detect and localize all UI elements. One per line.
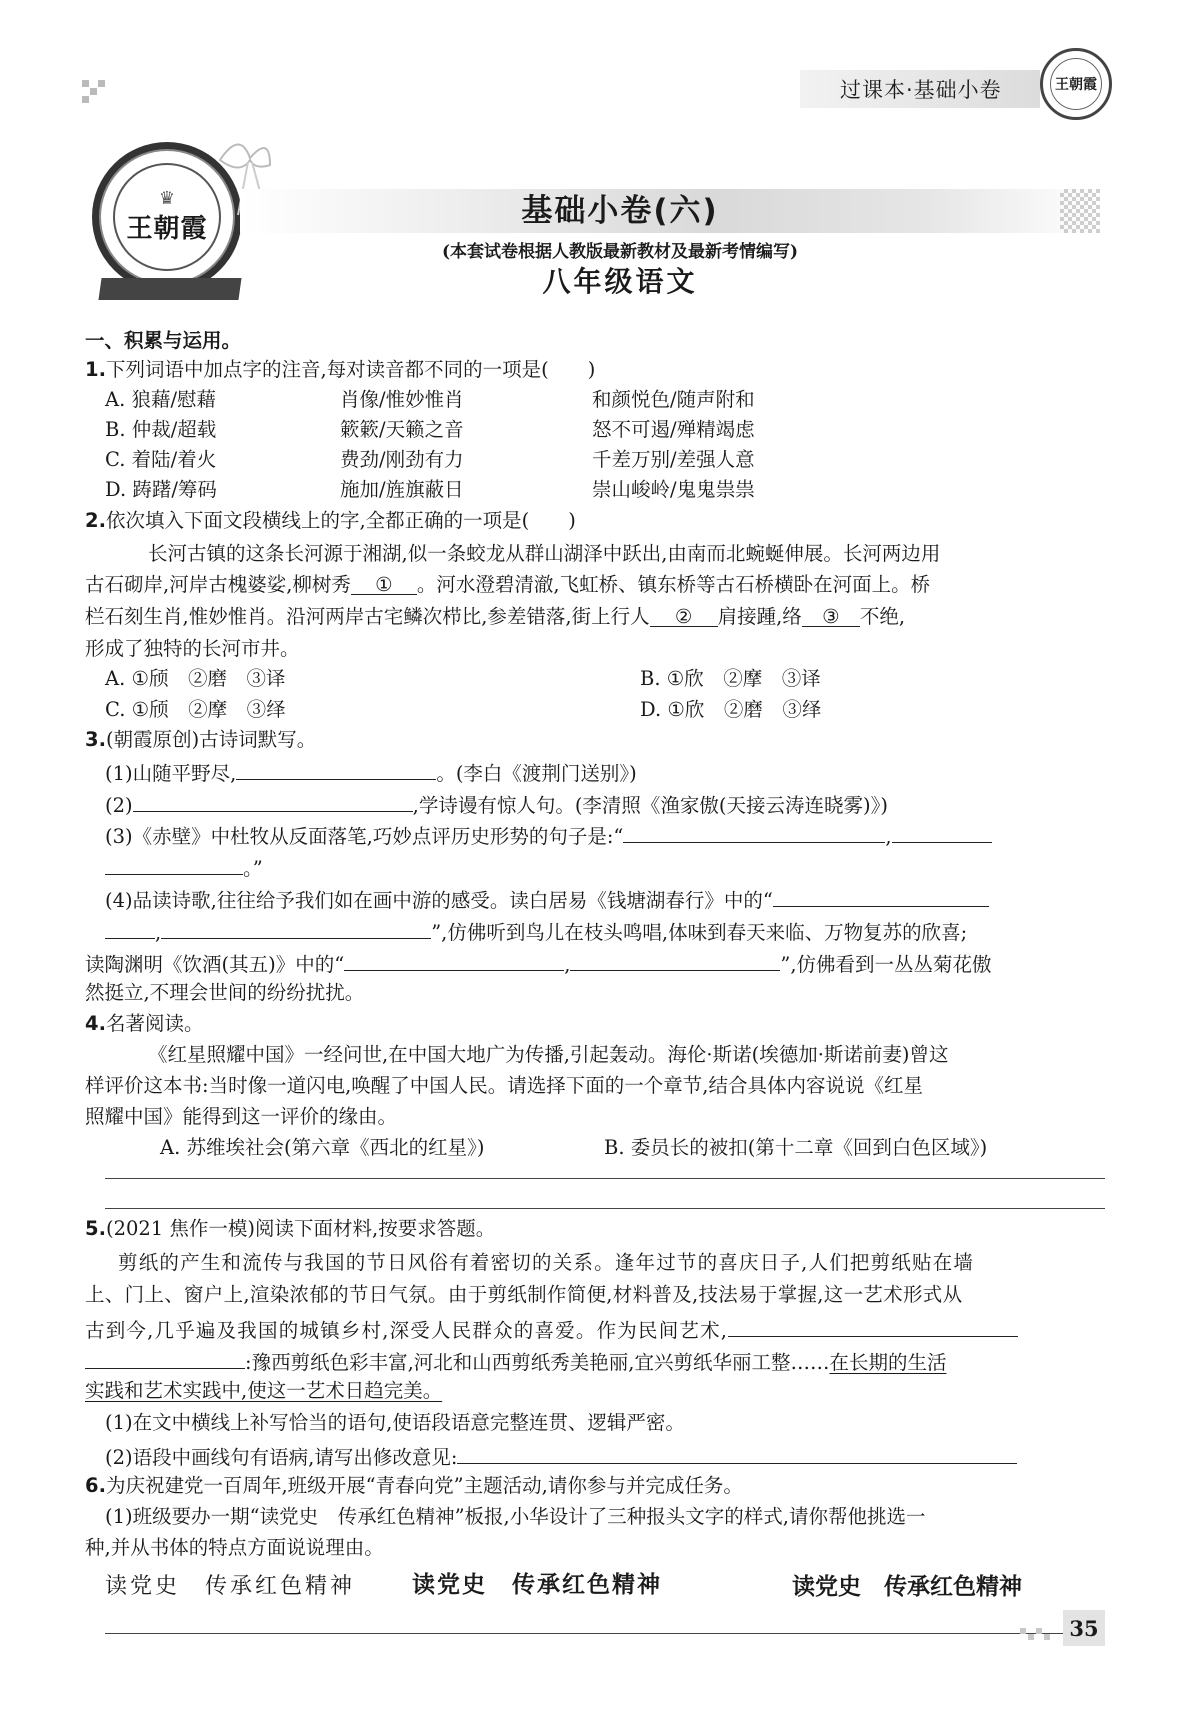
q1-option-b-3: 怒不可遏/殚精竭虑 bbox=[592, 418, 755, 441]
question-number: 4. bbox=[85, 1012, 106, 1035]
q3-line-1 bbox=[105, 757, 637, 787]
q1-option-b-1: B. 仲裁/超载 bbox=[105, 418, 217, 441]
q2-option-c: C. ①颀 ②摩 ③绎 bbox=[105, 698, 286, 721]
q3-line-4c bbox=[85, 948, 992, 978]
question-3-stem bbox=[85, 727, 316, 753]
passage-text: 栏石刻生肖,惟妙惟肖。沿河两岸古宅鳞次栉比,参差错落,街上行人 bbox=[85, 605, 650, 628]
passage-text: 不绝, bbox=[859, 605, 906, 628]
question-1-stem bbox=[85, 357, 595, 383]
blank-3[interactable]: ③ bbox=[802, 604, 860, 627]
q2-option-d: D. ①欣 ②磨 ③绎 bbox=[640, 698, 822, 721]
question-number: 6. bbox=[85, 1474, 106, 1497]
q1-option-a-2: 肖像/惟妙惟肖 bbox=[340, 388, 464, 411]
underlined-sentence: 在长期的生活 bbox=[829, 1351, 947, 1374]
answer-line[interactable] bbox=[105, 1178, 1105, 1179]
corner-brand-name: 王朝霞 bbox=[1055, 77, 1097, 93]
seal-brand-name: 王朝霞 bbox=[126, 213, 208, 244]
q3-text: ”,仿佛听到鸟儿在枝头鸣唱,体味到春天来临、万物复苏的欣喜; bbox=[431, 921, 968, 944]
passage-text: 古到今,几乎遍及我国的城镇乡村,深受人民群众的喜爱。作为民间艺术, bbox=[85, 1319, 729, 1342]
crown-icon: ♛ bbox=[158, 187, 176, 209]
q3-text: (2) bbox=[105, 794, 133, 817]
answer-blank[interactable] bbox=[344, 948, 564, 971]
page-title: 基础小卷(六) bbox=[521, 193, 719, 229]
underlined-sentence: 实践和艺术实践中,使这一艺术日趋完美。 bbox=[85, 1379, 443, 1402]
q6-subquestion-1-cont: 种,并从书体的特点方面说说理由。 bbox=[85, 1536, 384, 1559]
blank-1[interactable]: ① bbox=[351, 572, 417, 595]
question-number: 3. bbox=[85, 728, 106, 751]
question-2-stem bbox=[85, 508, 576, 534]
seal-ribbon bbox=[98, 278, 241, 300]
q2-option-a: A. ①颀 ②磨 ③译 bbox=[105, 667, 286, 690]
q4-option-b: B. 委员长的被扣(第十二章《回到白色区域》) bbox=[604, 1136, 988, 1159]
question-text: (朝霞原创)古诗词默写。 bbox=[105, 728, 317, 751]
q5-passage-line bbox=[85, 1346, 946, 1376]
q3-text: ,学诗谩有惊人句。(李清照《渔家傲(天接云涛连晓雾)》) bbox=[412, 794, 889, 817]
q3-line-3 bbox=[105, 820, 992, 850]
answer-blank[interactable] bbox=[623, 820, 885, 843]
q3-text: ”,仿佛看到一丛丛菊花傲 bbox=[780, 953, 992, 976]
q3-text: 。” bbox=[243, 857, 263, 880]
style-sample-1: 读党史 传承红色精神 bbox=[105, 1574, 356, 1599]
q1-option-a-3: 和颜悦色/随声附和 bbox=[592, 388, 755, 411]
q1-option-d-3: 崇山峻岭/鬼鬼祟祟 bbox=[592, 478, 755, 501]
subject-title: 八年级语文 bbox=[542, 265, 698, 298]
passage-text: 古石砌岸,河岸古槐婆娑,柳树秀 bbox=[85, 573, 351, 596]
q4-option-a: A. 苏维埃社会(第六章《西北的红星》) bbox=[160, 1136, 485, 1159]
q2-option-b: B. ①欣 ②摩 ③译 bbox=[640, 667, 821, 690]
answer-blank[interactable] bbox=[105, 916, 155, 939]
question-text: 依次填入下面文段横线上的字,全都正确的一项是( ) bbox=[105, 509, 576, 532]
section-heading: 一、积累与运用。 bbox=[85, 329, 242, 352]
q3-text: , bbox=[564, 953, 571, 976]
q5-text: (2)语段中画线句有语病,请写出修改意见: bbox=[105, 1446, 458, 1469]
question-text: (2021 焦作一模)阅读下面材料,按要求答题。 bbox=[105, 1217, 496, 1240]
question-text: 名著阅读。 bbox=[105, 1012, 204, 1035]
q3-text: (3)《赤壁》中杜牧从反面落笔,巧妙点评历史形势的句子是:“ bbox=[105, 825, 624, 848]
page-number: 35 bbox=[1063, 1610, 1105, 1646]
q6-subquestion-1: (1)班级要办一期“读党史 传承红色精神”板报,小华设计了三种报头文字的样式,请你帮他挑选一 bbox=[105, 1505, 926, 1528]
question-6-stem bbox=[85, 1473, 743, 1499]
q3-text: (1)山随平野尽, bbox=[105, 762, 237, 785]
q3-line-3b bbox=[105, 852, 263, 882]
q3-line-2 bbox=[105, 789, 888, 819]
q3-text: , bbox=[155, 921, 162, 944]
corner-brand-logo bbox=[1040, 48, 1112, 120]
question-number: 5. bbox=[85, 1217, 106, 1240]
passage-text: 肩接踵,络 bbox=[717, 605, 802, 628]
passage-text: :豫西剪纸色彩丰富,河北和山西剪纸秀美艳丽,宜兴剪纸华丽工整…… bbox=[245, 1351, 830, 1374]
q2-passage-line: 形成了独特的长河市井。 bbox=[85, 637, 300, 660]
question-number: 2. bbox=[85, 509, 106, 532]
q3-line-4 bbox=[105, 884, 989, 914]
q1-option-b-2: 簌簌/天籁之音 bbox=[340, 418, 464, 441]
q3-line-4d: 然挺立,不理会世间的纷纷扰扰。 bbox=[85, 981, 365, 1004]
q3-line-4b bbox=[105, 916, 967, 946]
question-text: 为庆祝建党一百周年,班级开展“青春向党”主题活动,请你参与并完成任务。 bbox=[105, 1474, 743, 1497]
q3-text: (4)品读诗歌,往往给予我们如在画中游的感受。读白居易《钱塘湖春行》中的“ bbox=[105, 889, 773, 912]
q5-subquestion-2 bbox=[105, 1441, 1017, 1471]
style-sample-2: 读党史 传承红色精神 bbox=[412, 1572, 662, 1598]
q3-text: , bbox=[885, 825, 892, 848]
answer-line[interactable] bbox=[105, 1633, 1103, 1634]
title-note: (本套试卷根据人教版最新教材及最新考情编写) bbox=[441, 242, 799, 262]
series-label: 过课本·基础小卷 bbox=[840, 78, 1002, 102]
question-number: 1. bbox=[85, 358, 106, 381]
q1-option-d-2: 施加/旌旗蔽日 bbox=[340, 478, 464, 501]
q3-text: 读陶渊明《饮酒(其五)》中的“ bbox=[85, 953, 345, 976]
answer-blank[interactable] bbox=[773, 884, 989, 907]
passage-text: 。河水澄碧清澈,飞虹桥、镇东桥等古石桥横卧在河面上。桥 bbox=[416, 573, 931, 596]
answer-line[interactable] bbox=[105, 1208, 1105, 1209]
q3-text: 。(李白《渡荆门送别》) bbox=[436, 762, 637, 785]
question-text: 下列词语中加点字的注音,每对读音都不同的一项是( ) bbox=[105, 358, 596, 381]
q2-passage-line bbox=[85, 572, 930, 598]
title-checker-pattern bbox=[1060, 189, 1100, 233]
q5-passage-line: 剪纸的产生和流传与我国的节日风俗有着密切的关系。逢年过节的喜庆日子,人们把剪纸贴在墙 bbox=[118, 1251, 975, 1274]
style-sample-3: 读党史 传承红色精神 bbox=[792, 1574, 1022, 1600]
answer-blank[interactable] bbox=[161, 916, 431, 939]
q2-passage-line bbox=[85, 604, 905, 630]
q5-passage-line bbox=[85, 1314, 1018, 1344]
question-4-stem bbox=[85, 1011, 204, 1037]
q1-option-c-1: C. 着陆/着火 bbox=[105, 448, 217, 471]
q2-passage-line: 长河古镇的这条长河源于湘湖,似一条蛟龙从群山湖泽中跃出,由南而北蜿蜒伸展。长河两边用 bbox=[148, 542, 941, 565]
q1-option-d-1: D. 踌躇/筹码 bbox=[105, 478, 217, 501]
q1-option-a-1: A. 狼藉/慰藉 bbox=[105, 388, 217, 411]
answer-blank[interactable] bbox=[728, 1314, 1018, 1337]
q4-passage-line: 样评价这本书:当时像一道闪电,唤醒了中国人民。请选择下面的一个章节,结合具体内容说说《红星 bbox=[85, 1074, 923, 1097]
answer-blank[interactable] bbox=[892, 820, 992, 843]
q5-subquestion-1: (1)在文中横线上补写恰当的语句,使语段语意完整连贯、逻辑严密。 bbox=[105, 1411, 685, 1434]
blank-2[interactable]: ② bbox=[650, 604, 718, 627]
answer-blank[interactable] bbox=[105, 852, 243, 875]
answer-blank[interactable] bbox=[133, 789, 413, 812]
answer-blank[interactable] bbox=[236, 757, 436, 780]
q5-passage-line: 上、门上、窗户上,渲染浓郁的节日气氛。由于剪纸制作简便,材料普及,技法易于掌握,这一艺术形式从 bbox=[85, 1283, 963, 1306]
q1-option-c-2: 费劲/刚劲有力 bbox=[340, 448, 464, 471]
q1-option-c-3: 千差万别/差强人意 bbox=[592, 448, 755, 471]
question-5-stem bbox=[85, 1216, 495, 1242]
answer-blank[interactable] bbox=[457, 1441, 1017, 1464]
q4-passage-line: 《红星照耀中国》一经问世,在中国大地广为传播,引起轰动。海伦·斯诺(埃德加·斯诺前妻)曾这 bbox=[148, 1043, 949, 1066]
q4-passage-line: 照耀中国》能得到这一评价的缘由。 bbox=[85, 1105, 398, 1128]
answer-blank[interactable] bbox=[85, 1346, 245, 1369]
answer-blank[interactable] bbox=[570, 948, 780, 971]
